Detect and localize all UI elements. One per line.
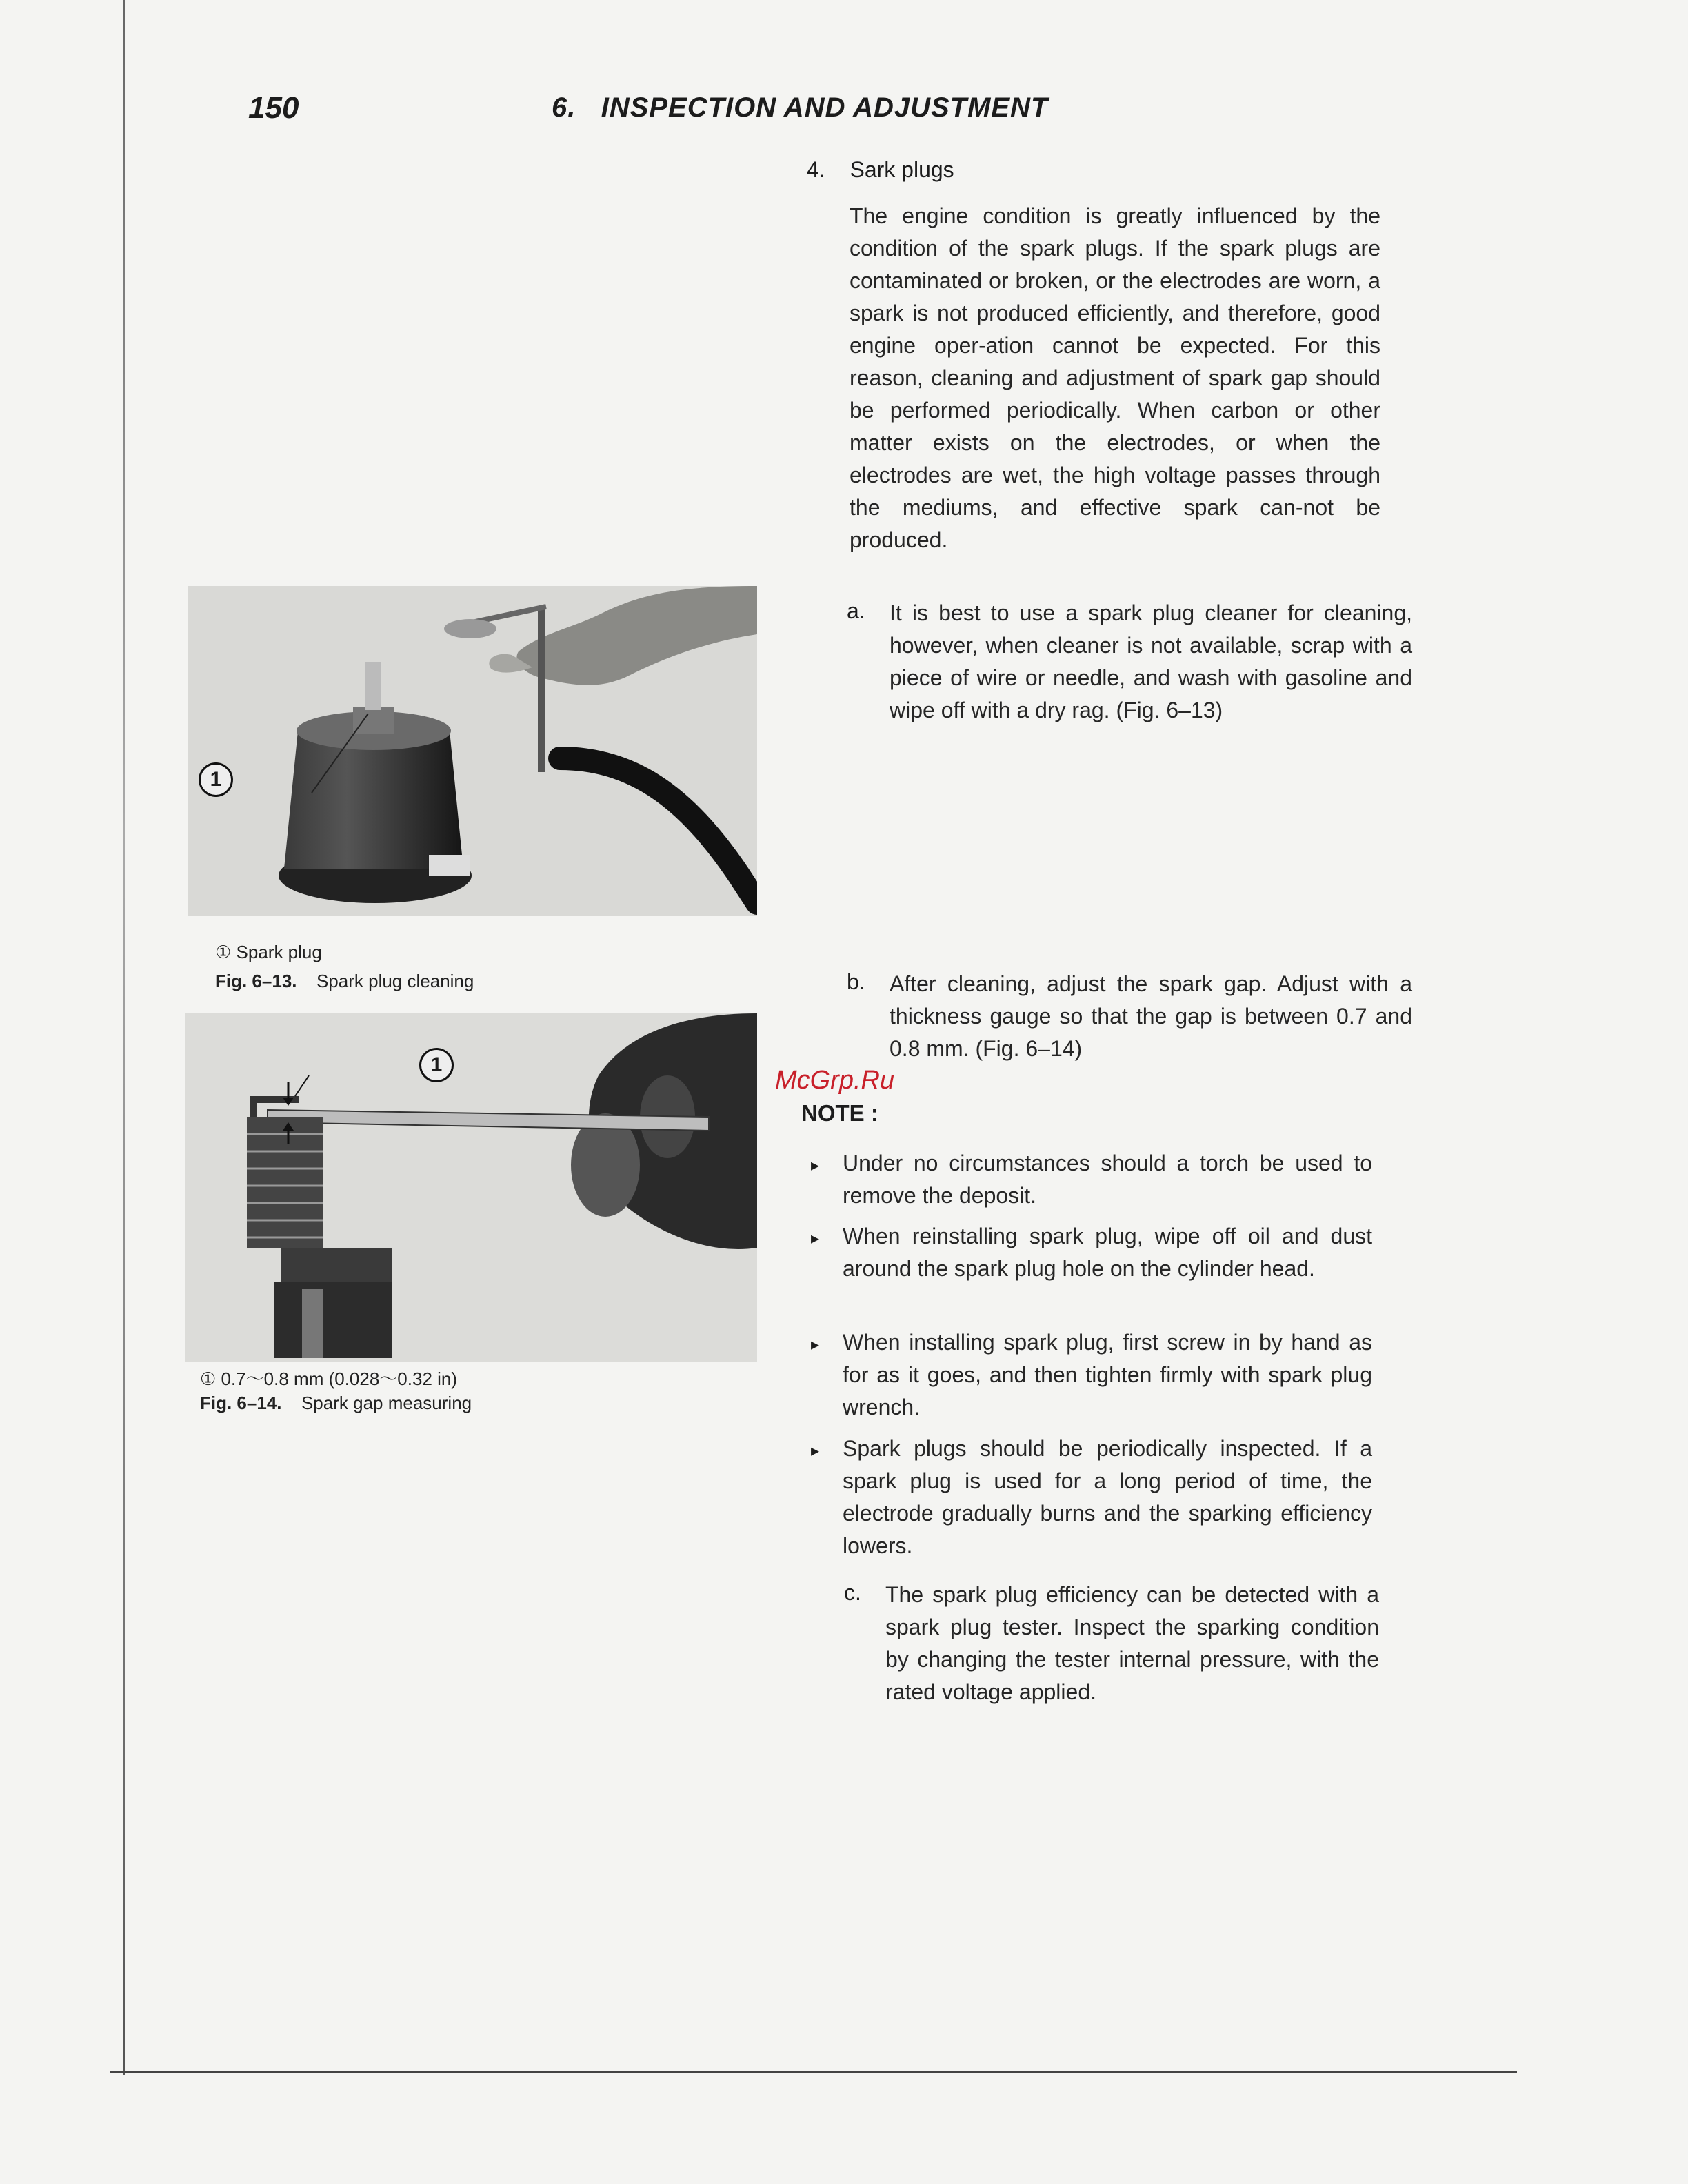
fig-6-13-legend: ① Spark plug [215, 942, 322, 962]
bullet-arrow-icon: ▸ [811, 1229, 820, 1248]
step-c-text: The spark plug efficiency can be detected with a spark plug tester. Inspect the sparking condition by changing the tester internal pressure, with the rated voltage applied. [885, 1582, 1379, 1704]
bullet-arrow-icon: ▸ [811, 1335, 820, 1354]
fig-6-13-label: Fig. 6–13. [215, 971, 297, 991]
chapter-title: 6. INSPECTION AND ADJUSTMENT [552, 92, 1049, 123]
callout-1-marker: 1 [199, 762, 233, 797]
figure-6-14-photo [185, 1013, 757, 1362]
note-heading: NOTE : [801, 1100, 878, 1126]
note-bullet-2: When reinstalling spark plug, wipe off oil and dust around the spark plug hole on the cylinder head. [843, 1224, 1372, 1281]
bullet-arrow-icon: ▸ [811, 1156, 820, 1175]
figure-6-13-photo [188, 586, 757, 916]
bottom-rule [110, 2071, 1517, 2073]
page-left-edge [123, 0, 125, 2075]
section-intro: The engine condition is greatly influenced by the condition of the spark plugs. If the spark plugs are contaminated or broken, or the electrodes are worn, a spark is not produced efficiently, and therefore, good engine oper-ation cannot be expected. For this reason, cleaning and adjustment of spark gap should be performed periodically. When carbon or other matter exists on the electrodes, or when the electrodes are wet, the high voltage passes through the mediums, and effective spark can-not be produced. [850, 203, 1380, 552]
page-number: 150 [248, 91, 299, 125]
section-heading [807, 157, 954, 183]
bullet-arrow-icon: ▸ [811, 1442, 820, 1460]
step-b-letter: b. [847, 969, 865, 994]
step-a-letter: a. [847, 598, 865, 623]
step-c-letter: c. [844, 1580, 861, 1605]
fig-6-14-label: Fig. 6–14. [200, 1393, 282, 1413]
fig-6-14-legend: ① 0.7～0.8 mm (0.028～0.32 in) [200, 1368, 458, 1389]
section-number: 4. [807, 157, 825, 182]
fig-6-13-caption [215, 971, 474, 992]
note-bullet-4: Spark plugs should be periodically inspected. If a spark plug is used for a long period of time, the electrode gradually burns and the sparking efficiency lowers. [843, 1436, 1372, 1558]
fig-6-13-title: Spark plug cleaning [316, 971, 474, 991]
note-bullet-1: Under no circumstances should a torch be used to remove the deposit. [843, 1151, 1372, 1208]
section-title: Sark plugs [850, 157, 954, 182]
note-bullet-3: When installing spark plug, first screw in by hand as for as it goes, and then tighten firmly with spark plug wrench. [843, 1330, 1372, 1419]
callout-1-marker: 1 [419, 1048, 454, 1082]
watermark-text: McGrp.Ru [775, 1066, 895, 1095]
step-b-text: After cleaning, adjust the spark gap. Adjust with a thickness gauge so that the gap is between 0.7 and 0.8 mm. (Fig. 6–14) [890, 971, 1412, 1061]
fig-6-14-title: Spark gap measuring [301, 1393, 472, 1413]
step-a-text: It is best to use a spark plug cleaner for cleaning, however, when cleaner is not available, scrap with a piece of wire or needle, and wash with gasoline and wipe off with a dry rag. (Fig. 6–13) [890, 600, 1412, 722]
fig-6-14-caption [200, 1393, 472, 1414]
